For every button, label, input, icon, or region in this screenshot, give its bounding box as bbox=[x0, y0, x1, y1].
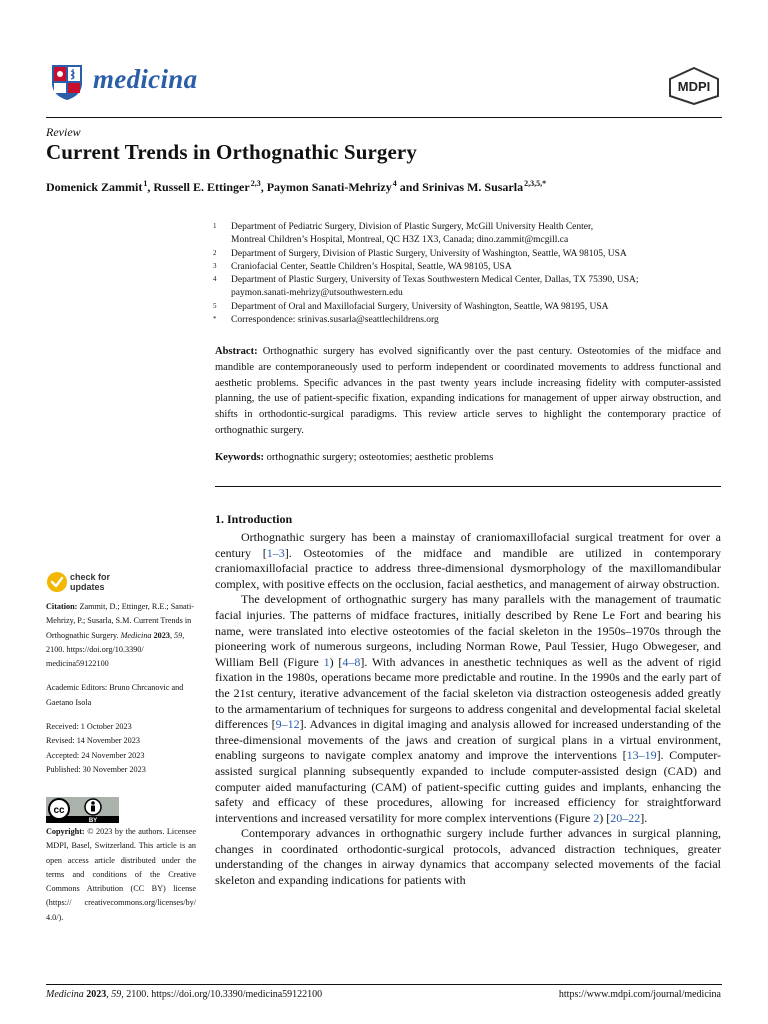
abstract bbox=[215, 344, 721, 439]
affiliation-line: Department of Pediatric Surgery, Division of Plastic Surgery, McGill University Health Center, bbox=[231, 222, 594, 232]
author-list bbox=[46, 179, 546, 195]
affiliations-list bbox=[213, 221, 713, 327]
author-separator: , bbox=[260, 180, 267, 194]
footer-year: 2023 bbox=[86, 989, 107, 1000]
author-affiliation-marker: 1 bbox=[143, 179, 148, 188]
mdpi-logo-text: MDPI bbox=[677, 79, 711, 94]
affiliation-text bbox=[231, 301, 713, 314]
citation-doi[interactable]: , 2100. https://doi.org/10.3390/ medicina59122100 bbox=[46, 630, 185, 669]
keywords-text: orthognathic surgery; osteotomies; aesthetic problems bbox=[266, 452, 494, 463]
affiliation-text bbox=[231, 274, 713, 301]
section-heading: 1. Introduction bbox=[215, 512, 293, 526]
citation-volume: 59 bbox=[174, 630, 183, 640]
date-revised: Revised: 14 November 2023 bbox=[46, 736, 140, 746]
body-paragraph bbox=[215, 530, 721, 592]
check-for-updates-text[interactable] bbox=[70, 572, 110, 592]
affiliation-marker: 2 bbox=[213, 248, 217, 257]
author-affiliation-marker: 2,3,5,* bbox=[524, 179, 547, 188]
medicina-shield-icon bbox=[50, 63, 84, 101]
copyright-label: Copyright: bbox=[46, 827, 85, 836]
academic-editors: Academic Editors: Bruno Chrcanovic and Gaetano Isola bbox=[46, 683, 184, 707]
body-text bbox=[215, 530, 721, 889]
affiliation-item bbox=[213, 301, 713, 314]
copyright-notice bbox=[46, 825, 196, 925]
body-text-run: ]. Computer-assisted surgical planning subsequently expanded to include computer-assisted design (CAD) and computer aided manufacturing (CAM) of patient-specific cutting guides and implants, enhancing the safety and efficacy of these procedures, allowing for increased efficiency for straightforward interventions and increased versatility for more complex interventions (Figure bbox=[215, 748, 721, 825]
article-type: Review bbox=[46, 125, 81, 139]
body-paragraph bbox=[215, 826, 721, 888]
copyright-text: © 2023 by the authors. Licensee MDPI, Basel, Switzerland. This article is an open access article distributed under the terms and conditions of the Creative Commons Attribution (CC BY) license (https:// creativecommons.org/licenses/by/ 4.0/). bbox=[46, 827, 197, 922]
date-received: Received: 1 October 2023 bbox=[46, 722, 132, 732]
article-info-sidebar bbox=[46, 600, 196, 777]
affiliation-text bbox=[231, 248, 713, 261]
citation-year: 2023 bbox=[153, 630, 170, 640]
cc-by-label: BY bbox=[88, 818, 98, 823]
footer-doi[interactable]: , 2100. https://doi.org/10.3390/medicina59122100 bbox=[121, 989, 323, 1000]
footer-citation: Medicina 2023, 59, 2100. https://doi.org/10.3390/medicina59122100 bbox=[46, 989, 323, 1000]
citation-text: Zammit, D.; Ettinger, R.E.; Sanati-Mehrizy, P.; Susarla, S.M. Current Trends in Orthognathic Surgery. bbox=[46, 602, 194, 640]
affiliation-line: Craniofacial Center, Seattle Children’s Hospital, Seattle, WA 98105, USA bbox=[231, 261, 512, 272]
body-text-run: ]. bbox=[640, 810, 648, 825]
journal-name[interactable]: medicina bbox=[93, 64, 198, 94]
affiliation-line: Department of Surgery, Division of Plastic Surgery, University of Washington, Seattle, WA 98105, USA bbox=[231, 248, 627, 259]
affiliation-marker: 5 bbox=[213, 301, 217, 310]
footer-volume: 59 bbox=[111, 989, 122, 1000]
article-title: Current Trends in Orthognathic Surgery bbox=[46, 140, 417, 164]
keywords-label: Keywords: bbox=[215, 452, 264, 463]
author-affiliation-marker: 2,3 bbox=[250, 179, 261, 188]
body-text-run: Orthognathic surgery has been a mainstay of craniomaxillofacial surgical treatment for over a century [ bbox=[215, 530, 721, 560]
affiliation-text bbox=[231, 261, 713, 274]
keywords-rule bbox=[215, 486, 721, 487]
affiliation-marker: 1 bbox=[213, 222, 217, 230]
citation-journal: Medicina bbox=[120, 630, 152, 640]
affiliation-line: Department of Plastic Surgery, University of Texas Southwestern Medical Center, Dallas, TX 75390, USA; bbox=[231, 275, 639, 286]
body-paragraph bbox=[215, 592, 721, 826]
affiliation-text bbox=[231, 314, 713, 327]
affiliation-item bbox=[213, 248, 713, 261]
body-text-run: The development of orthognathic surgery has many parallels with the management of traumatic facial injuries. The patterns of midface fractures, initially described by Rene Le Fort and bearing his name, were translated into elective osteotomies of the facial skeleton in the 1950s–1970s through the pioneering work of numerous surgeons, including Norman Rowe, Paul Tessier, Hugo Obwegeser, and William Bell (Figure bbox=[215, 592, 721, 669]
citation-link[interactable]: 2 bbox=[593, 810, 600, 825]
author-affiliation-marker: 4 bbox=[392, 179, 397, 188]
footer-journal: Medicina bbox=[46, 989, 84, 1000]
body-text-run: ) [ bbox=[329, 654, 343, 669]
citation-link[interactable]: 1 bbox=[323, 654, 330, 669]
updates-line-1: check for bbox=[70, 572, 111, 582]
affiliation-item bbox=[213, 314, 713, 327]
author-name[interactable]: Russell E. Ettinger bbox=[153, 180, 250, 194]
footer-rule bbox=[46, 984, 722, 985]
citation-link[interactable]: 20–22 bbox=[610, 810, 641, 825]
abstract-text: Orthognathic surgery has evolved significantly over the past century. Osteotomies of the midface and mandible are contemporaneously used to perform independent or coordinated movements to address functional and aesthetic problems. Specific advances in the past twenty years include increasing fidelity with computer-assisted planning, the use of patient-specific fixation, expanding indications for management of upper airway obstruction, and shifts in orthodontic-surgical paradigms. This review article serves to highlight the contemporary practice of orthognathic surgery. bbox=[215, 346, 722, 436]
body-text-run: ]. With advances in anesthetic techniques as well as the advent of rigid fixation in the 1980s, operations became more predictable and routine. In the 1990s and the early part of the 21st century, iterative advancement of the facial skeleton via distraction osteogenesis added greatly to the armamentarium of techniques for surgeons to address congenital and developmental facial skeletal differences [ bbox=[215, 654, 722, 732]
affiliation-item bbox=[213, 261, 713, 274]
check-updates-icon bbox=[46, 571, 68, 593]
header-rule bbox=[46, 117, 722, 118]
affiliation-line: paymon.sanati-mehrizy@utsouthwestern.edu bbox=[231, 288, 403, 299]
author-separator: and bbox=[396, 180, 423, 194]
affiliation-text bbox=[231, 221, 713, 248]
mdpi-logo[interactable] bbox=[668, 67, 720, 105]
citation-link[interactable]: 1–3 bbox=[266, 545, 285, 560]
body-text-run: ]. Advances in digital imaging and analysis allowed for increased understanding of the three-dimensional movements of the jaws and creation of surgical plans in a virtual environment, enabling surgeons to navigate complex anatomy and improve the interventions [ bbox=[215, 717, 722, 763]
citation-label: Citation: bbox=[46, 602, 78, 611]
date-published: Published: 30 November 2023 bbox=[46, 764, 146, 774]
affiliation-marker: 3 bbox=[213, 261, 217, 270]
footer-journal-url[interactable]: https://www.mdpi.com/journal/medicina bbox=[558, 989, 721, 1000]
date-accepted: Accepted: 24 November 2023 bbox=[46, 750, 145, 760]
citation-block: Citation: Zammit, D.; Ettinger, R.E.; Sanati-Mehrizy, P.; Susarla, S.M. Current Trends in Orthognathic Surgery. Medicina 2023, 59, 2100. https://doi.org/10.3390/ medicina59122100 bbox=[46, 602, 194, 669]
affiliation-item bbox=[213, 274, 713, 301]
cc-by-license-badge[interactable] bbox=[46, 797, 119, 823]
affiliation-line: Correspondence: srinivas.susarla@seattlechildrens.org bbox=[231, 315, 439, 326]
affiliation-marker: 4 bbox=[213, 275, 217, 284]
author-name[interactable]: Paymon Sanati-Mehrizy bbox=[266, 180, 392, 194]
svg-text:cc: cc bbox=[53, 805, 65, 816]
citation-link[interactable]: 4–8 bbox=[342, 654, 361, 669]
body-text-run: ) [ bbox=[599, 810, 611, 825]
author-separator: , bbox=[147, 180, 154, 194]
affiliation-line: Montreal Children’s Hospital, Montreal, QC H3Z 1X3, Canada; dino.zammit@mcgill.ca bbox=[231, 235, 569, 246]
author-name[interactable]: Srinivas M. Susarla bbox=[422, 180, 524, 194]
affiliation-marker: * bbox=[213, 315, 217, 324]
affiliation-line: Department of Oral and Maxillofacial Surgery, University of Washington, Seattle, WA 98195, USA bbox=[231, 301, 609, 312]
citation-link[interactable]: 9–12 bbox=[275, 717, 300, 732]
keywords bbox=[215, 452, 721, 463]
author-name[interactable]: Domenick Zammit bbox=[46, 180, 143, 194]
body-text-run: ]. Osteotomies of the midface and mandible are utilized in contemporary craniomaxillofacial practice to address three-dimensional dysmorphology of the maxillomandibular complex, with positive effects on the occlusion, facial aesthetics, and management of airway obstruction. bbox=[215, 545, 721, 591]
abstract-label: Abstract: bbox=[215, 346, 258, 357]
affiliation-item bbox=[213, 221, 713, 248]
body-text-run: Contemporary advances in orthognathic surgery include further advances in surgical planning, changes in coordinated orthodontic-surgical protocols, advanced distraction techniques, greater understanding of the changes in airway dynamics that accompany selected movements of the facial skeleton and expanding indications for patients with bbox=[215, 826, 721, 888]
citation-link[interactable]: 13–19 bbox=[626, 748, 657, 763]
updates-line-2: updates bbox=[70, 582, 105, 592]
